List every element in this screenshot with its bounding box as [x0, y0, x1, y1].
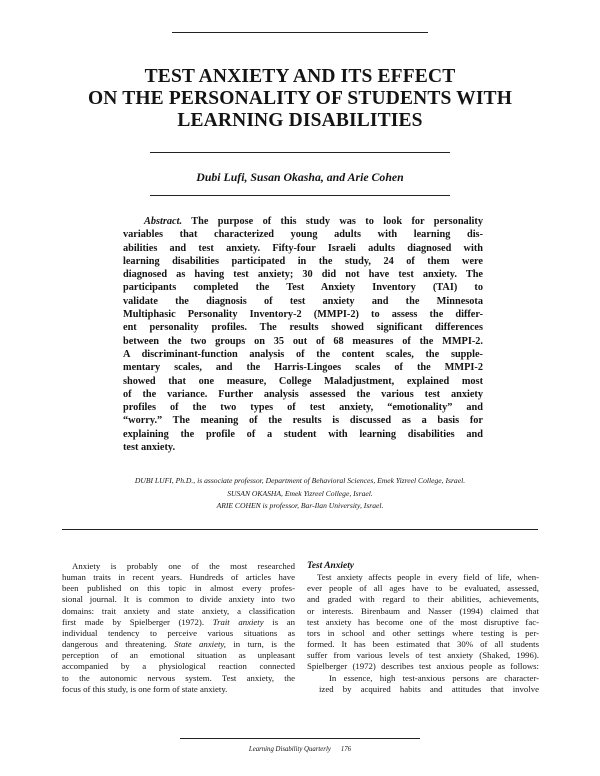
abstract-line: Multiphasic Personality Inventory-2 (MMPI-2) to assess the differ- — [123, 309, 483, 321]
body-line: dangerous and threatening. State anxiety, in turn, is the — [62, 639, 295, 650]
body-line: Spielberger (1972) describes test anxious people as follows: — [307, 661, 539, 672]
affiliation-line: SUSAN OKASHA, Emek Yizreel College, Israel. — [227, 488, 373, 498]
abstract-line: Abstract. The purpose of this study was to look for personality — [144, 216, 483, 227]
body-line: to the autonomic nervous system. Test anxiety, the — [62, 672, 295, 683]
affiliation-line: DUBI LUFI, Ph.D., is associate professor, Department of Behavioral Sciences, Emek Yizreel College, Israel. — [134, 476, 466, 485]
title-rule — [150, 152, 450, 153]
byline-rule — [150, 195, 450, 196]
abstract-line: variables that characterized young adults with learning dis- — [123, 229, 483, 241]
block-quote-line: ized by acquired habits and attitudes that involve — [319, 683, 539, 694]
page-footer — [180, 746, 420, 753]
abstract-line: explaining the profile of a student with learning disabilities and — [123, 428, 483, 440]
abstract-line: profiles of the two types of test anxiety, “emotionality” and — [123, 402, 483, 414]
body-line: sional journal. It is common to divide anxiety into two — [62, 594, 295, 605]
body-line: and graded with regard to their abilities, achievements, — [307, 594, 539, 605]
abstract-line: abilities and test anxiety. Fifty-four Israeli adults diagnosed with — [123, 242, 483, 254]
body-line: domains: trait anxiety and state anxiety, a classification — [62, 605, 295, 616]
body-line: ever people of all ages have to be evaluated, assessed, — [307, 583, 539, 594]
body-line: test anxiety has become one of the most disruptive fac- — [307, 616, 539, 627]
body-line: perception of an emotional situation as unpleasant — [62, 650, 295, 661]
abstract-label: Abstract. — [144, 216, 183, 227]
title-line: TEST ANXIETY AND ITS EFFECT — [144, 66, 456, 87]
page-number: 176 — [340, 746, 352, 753]
abstract-line: diagnosed as having test anxiety; 30 did not have test anxiety. The — [123, 269, 483, 281]
abstract-line: mentary scales, and the Harris-Lingoes scales of the MMPI-2 — [123, 362, 483, 374]
abstract-line: learning disabilities participated in the study, 24 of them were — [123, 255, 483, 267]
abstract-line: test anxiety. — [123, 442, 176, 454]
term-trait-anxiety: Trait anxiety — [212, 616, 264, 627]
body-column-right — [307, 561, 539, 695]
title-line: LEARNING DISABILITIES — [177, 110, 423, 131]
body-line: or interests. Birenbaum and Nasser (1994) claimed that — [307, 605, 539, 616]
author-affiliations — [60, 475, 540, 513]
body-line: formed. It has been estimated that 30% of all students — [307, 639, 539, 650]
abstract-line: “worry.” The meaning of the results is discussed as a basis for — [123, 415, 483, 427]
abstract-line: ent personality profiles. The results showed significant differences — [123, 322, 483, 334]
body-line: Anxiety is probably one of the most researched — [72, 561, 295, 571]
abstract-line: between the two groups on 35 out of 68 measures of the MMPI-2. — [123, 335, 483, 347]
section-heading: Test Anxiety — [307, 561, 354, 571]
affiliation-line: ARIE COHEN is professor, Bar-Ilan University, Israel. — [216, 501, 384, 511]
body-line: tors in school and other settings where testing is per- — [307, 627, 539, 638]
body-line: suffer from various levels of test anxiety (Shaked, 1996). — [307, 650, 539, 661]
abstract — [123, 215, 483, 454]
footer-rule — [180, 738, 420, 739]
block-quote-line: In essence, high test-anxious persons are character- — [329, 672, 539, 683]
body-line: human traits in recent years. Hundreds of articles have — [62, 572, 295, 583]
abstract-line: showed that one measure, College Maladjustment, explained most — [123, 375, 483, 387]
abstract-line: participants completed the Test Anxiety Inventory (TAI) to — [123, 282, 483, 294]
journal-name: Learning Disability Quarterly — [248, 746, 331, 753]
title-line: ON THE PERSONALITY OF STUDENTS WITH — [87, 88, 513, 109]
affiliation-rule — [62, 529, 538, 530]
abstract-line: of the variance. Further analysis assessed the various test anxiety — [123, 388, 483, 400]
body-line: accompanied by a physiological reaction connected — [62, 661, 295, 672]
term-state-anxiety: State anxiety, — [174, 639, 226, 650]
body-line: focus of this study, is one form of state anxiety. — [62, 683, 228, 694]
abstract-line: A discriminant-function analysis of the content scales, the supple- — [123, 348, 483, 360]
abstract-line: validate the diagnosis of test anxiety and the Minnesota — [123, 295, 483, 307]
body-line: first made by Spielberger (1972). Trait anxiety is an — [62, 616, 295, 627]
article-title — [40, 66, 560, 132]
body-line: Test anxiety affects people in every field of life, when- — [317, 572, 539, 583]
body-column-left — [62, 561, 295, 695]
body-line: individual tendency to perceive various situations as — [62, 627, 295, 638]
body-line: been published on this topic in almost every profes- — [62, 583, 295, 594]
author-byline: Dubi Lufi, Susan Okasha, and Arie Cohen — [196, 170, 404, 184]
top-rule — [172, 32, 428, 33]
